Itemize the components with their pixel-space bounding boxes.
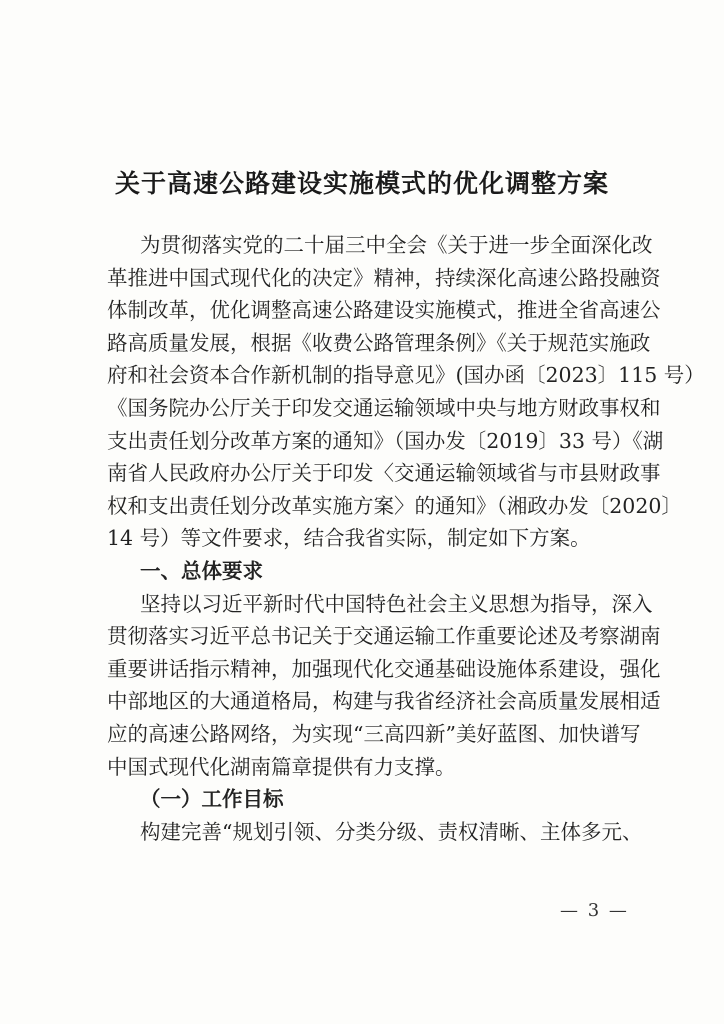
text-line: 应的高速公路网络，为实现“三高四新”美好蓝图、加快谱写 [107,721,641,746]
text-line: 路高质量发展，根据《收费公路管理条例》《关于规范实施政 [107,330,651,355]
section-heading: （一）工作目标 [140,787,284,812]
text-line: 《国务院办公厅关于印发交通运输领域中央与地方财政事权和 [107,395,661,420]
document-title: 关于高速公路建设实施模式的优化调整方案 [114,169,609,198]
document-body [107,229,705,848]
text-line: 支出责任划分改革方案的通知》（国办发〔2019〕33 号）《湖 [107,428,664,453]
text-line: 14 号）等文件要求，结合我省实际，制定如下方案。 [107,526,591,551]
section-heading: 一、总体要求 [140,558,263,583]
text-line: 贯彻落实习近平总书记关于交通运输工作重要论述及考察湖南 [107,624,661,649]
text-line: 权和支出责任划分改革实施方案〉的通知》（湘政办发〔2020〕 [107,493,682,518]
text-line: 南省人民政府办公厅关于印发〈交通运输领域省与市县财政事 [107,461,661,486]
text-line: 坚持以习近平新时代中国特色社会主义思想为指导，深入 [140,591,653,616]
text-line: 中国式现代化湖南篇章提供有力支撑。 [107,754,456,779]
page-number: — 3 — [560,900,629,921]
text-line: 为贯彻落实党的二十届三中全会《关于进一步全面深化改 [140,233,653,257]
text-line: 构建完善“规划引领、分类分级、责权清晰、主体多元、 [140,819,643,844]
text-line: 重要讲话指示精神，加强现代化交通基础设施体系建设，强化 [107,656,661,681]
text-line: 府和社会资本合作新机制的指导意见》(国办函〔2023〕115 号） [107,363,705,388]
text-line: 革推进中国式现代化的决定》精神，持续深化高速公路投融资 [107,265,661,290]
text-line: 体制改革，优化调整高速公路建设实施模式，推进全省高速公 [107,298,661,323]
text-line: 中部地区的大通道格局，构建与我省经济社会高质量发展相适 [107,689,661,714]
